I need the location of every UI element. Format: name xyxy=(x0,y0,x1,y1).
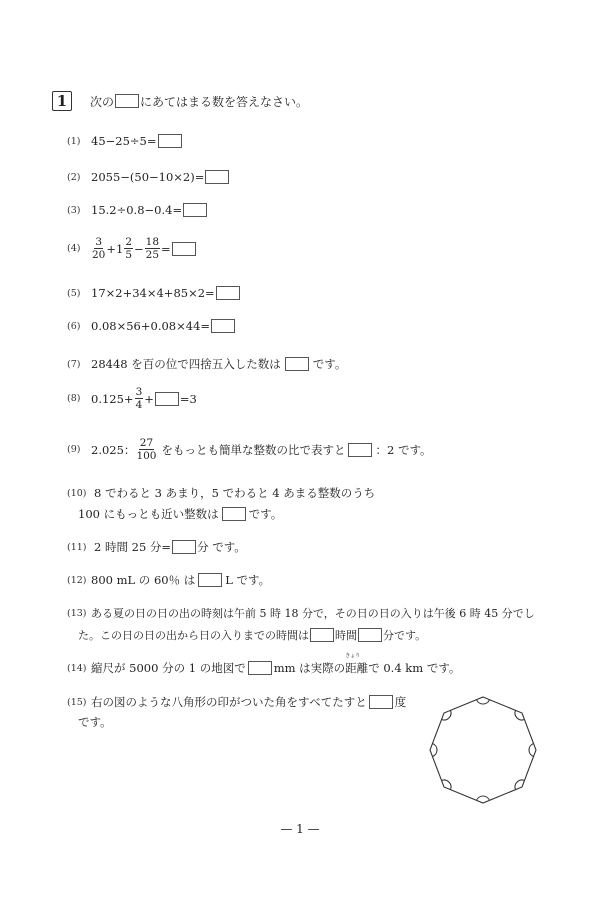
expression: 2055−(50−10×2)= xyxy=(91,170,205,184)
question-number: (7) xyxy=(67,358,81,370)
question-text: 8 でわると 3 あまり，5 でわると 4 あまる整数のうち xyxy=(94,486,376,500)
numerator: 2 xyxy=(125,236,133,248)
question-number: (13) xyxy=(67,607,87,619)
angle-mark xyxy=(529,743,534,756)
question-number: (3) xyxy=(67,204,81,216)
question-text: 時間 xyxy=(335,629,357,642)
question-text: 100 にもっとも近い整数は xyxy=(78,507,219,521)
question-text: です。 xyxy=(78,715,112,729)
question-text: 縮尺が 5000 分の 1 の地図で xyxy=(91,661,246,675)
question-number: (11) xyxy=(67,541,87,553)
question-text: 分 です。 xyxy=(197,540,246,554)
question-number: (15) xyxy=(67,696,87,708)
question-number: (12) xyxy=(67,574,87,586)
operator: + xyxy=(144,391,154,406)
question-text: ：2 です。 xyxy=(375,442,432,457)
denominator: 25 xyxy=(145,249,160,261)
operator: = xyxy=(161,241,171,256)
question-text: 右の図のような八角形の印がついた角をすべてたすと xyxy=(91,695,367,709)
question-text: 距離 xyxy=(345,661,369,675)
numerator: 3 xyxy=(95,236,103,248)
question-text: 度 xyxy=(394,695,407,709)
question-number: (9) xyxy=(67,444,81,455)
question-text: ある夏の日の日の出の時刻は午前 5 時 18 分で，その日の日の入りは午後 6 時 45 分でし xyxy=(91,607,535,620)
question-number: (6) xyxy=(67,320,81,332)
angle-mark xyxy=(432,743,437,756)
octagon-outline xyxy=(430,697,536,803)
ruby-reading: きょり xyxy=(345,653,361,659)
question-text: た。この日の日の出から日の入りまでの時間は xyxy=(78,629,309,642)
numerator: 18 xyxy=(145,236,160,248)
question-number: (2) xyxy=(67,171,81,183)
question-number: (5) xyxy=(67,287,81,299)
expression: =3 xyxy=(179,391,197,406)
question-text: 分です。 xyxy=(383,629,427,642)
question-number: (4) xyxy=(67,243,81,254)
numerator: 3 xyxy=(135,386,143,398)
section-number: 1 xyxy=(52,91,72,111)
question-text: 800 mL の 60％ は xyxy=(91,573,196,587)
angle-mark xyxy=(477,796,490,800)
question-text: をもっとも簡単な整数の比で表すと xyxy=(161,442,346,457)
question-text: mm は実際の xyxy=(273,661,346,675)
question-number: (1) xyxy=(67,135,81,147)
question-number: (10) xyxy=(67,487,87,499)
denominator: 100 xyxy=(136,450,157,462)
denominator: 4 xyxy=(135,399,143,411)
page-number: — 1 — xyxy=(280,822,320,836)
expression: 15.2÷0.8−0.4= xyxy=(91,203,183,217)
expression: 17×2+34×4+85×2= xyxy=(91,286,215,300)
question-text: です。 xyxy=(248,507,283,521)
question-number: (8) xyxy=(67,393,81,404)
instruction-pre: 次の xyxy=(90,94,115,109)
operator: − xyxy=(134,241,144,256)
numerator: 27 xyxy=(139,437,154,449)
expression: 2.025： xyxy=(91,442,136,457)
question-text: です。 xyxy=(312,357,347,371)
operator: +1 xyxy=(106,241,124,256)
question-text: で 0.4 km です。 xyxy=(368,661,461,675)
question-text: 2 時間 25 分= xyxy=(94,540,172,554)
expression: 0.125+ xyxy=(91,391,134,406)
question-text: L です。 xyxy=(225,573,271,587)
expression: 45−25÷5= xyxy=(91,134,157,148)
expression: 0.08×56+0.08×44= xyxy=(91,319,211,333)
question-text: 28448 を百の位で四捨五入した数は xyxy=(91,357,281,371)
instruction-post: にあてはまる数を答えなさい。 xyxy=(140,94,309,109)
question-number: (14) xyxy=(67,662,87,674)
angle-mark xyxy=(477,700,490,704)
denominator: 20 xyxy=(92,249,106,261)
denominator: 5 xyxy=(125,249,133,261)
